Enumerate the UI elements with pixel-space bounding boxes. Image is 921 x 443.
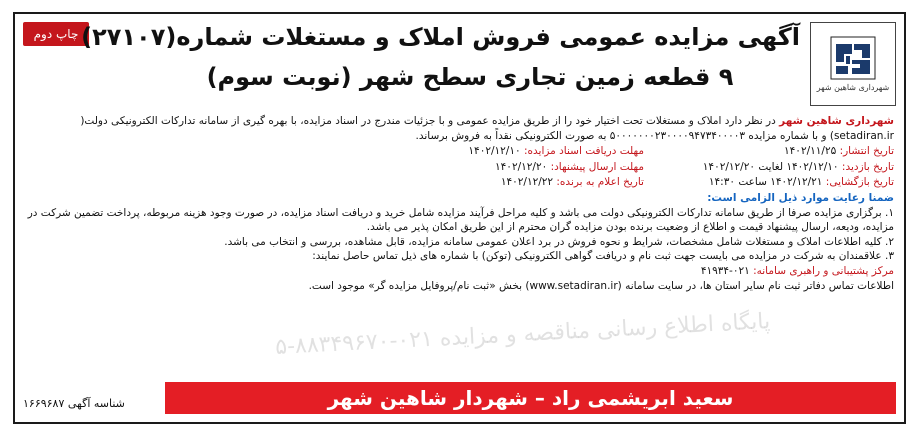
dates-row-2 (25, 160, 894, 175)
condition-item: ۲. کلیه اطلاعات املاک و مستغلات شامل مشخصات، شرایط و نحوه فروش در برد اعلان عمومی سامانه مزایده، قابل مشاهده، بررسی و انتخاب می باشد. (224, 235, 894, 248)
ad-subtitle: ۹ قطعه زمین تجاری سطح شهر (نوبت سوم) (206, 63, 734, 91)
publish-date-value: ۱۴۰۲/۱۱/۲۵ (784, 145, 837, 158)
receive-docs-value: ۱۴۰۲/۱۲/۱۰ (468, 145, 521, 158)
dates-row-1 (25, 144, 894, 159)
contact-info: اطلاعات تماس دفاتر ثبت نام سایر استان ها، در سایت سامانه (www.setadiran.ir) بخش «ثبت نام/پروفایل مزایده گر» موجود است. (308, 279, 894, 292)
ad-id-value: ۱۶۶۹۶۸۷ (23, 397, 65, 410)
auction-ad (13, 12, 906, 424)
footer-banner (165, 382, 896, 414)
winner-announce-label: تاریخ اعلام به برنده: (556, 176, 644, 189)
watermark: پایگاه اطلاع رسانی مناقصه و مزایده ۰۲۱-۸۸۳۴۹۶۷۰-۵ (274, 309, 771, 360)
receive-docs-label: مهلت دریافت اسناد مزایده: (523, 145, 644, 158)
winner-announce-value: ۱۴۰۲/۱۲/۲۲ (500, 176, 554, 189)
support-phone: ۰۲۱-۴۱۹۳۴ (700, 264, 750, 277)
visit-date-label: تاریخ بازدید: (841, 160, 894, 173)
opening-date-value: ۱۴۰۲/۱۲/۲۱ ساعت ۱۴:۳۰ (708, 176, 823, 189)
conditions-title: ضمنا رعایت موارد ذیل الزامی است: (707, 191, 894, 204)
ad-id (23, 397, 125, 410)
publish-date-label: تاریخ انتشار: (839, 145, 894, 158)
support-label: مرکز پشتیبانی و راهبری سامانه: (753, 264, 894, 277)
municipality-name: شهرداری شاهین شهر (779, 115, 894, 127)
intro-paragraph (25, 114, 894, 143)
municipality-emblem-icon (830, 36, 876, 80)
submit-deadline-label: مهلت ارسال پیشنهاد: (550, 160, 644, 173)
signer-name: سعید ابریشمی راد – شهردار شاهین شهر (327, 386, 734, 410)
intro-text: در نظر دارد املاک و مستغلات تحت اختیار خود را از طریق مزایده عمومی و با جزئیات مندرج در اسناد مزایده، با بهره گیری از سامانه تدارکات الکترونیکی دولت( setadiran.ir) و با شماره مزایده ۵۰۰۰۰۰۰۰۲۳۰۰۰۰۹۴۷۳۴۰۰۰۰۳ به صورت الکترونیکی نقداً به فروش برساند. (80, 115, 894, 142)
opening-date-label: تاریخ بازگشایی: (825, 176, 894, 189)
visit-date-value: ۱۴۰۲/۱۲/۱۰ لغایت ۱۴۰۲/۱۲/۲۰ (702, 160, 839, 173)
ad-id-label: شناسه آگهی (67, 397, 125, 410)
edition-badge: چاپ دوم (23, 22, 89, 46)
municipality-logo (810, 22, 896, 106)
support-line (25, 264, 894, 279)
condition-item: ۳. علاقمندان به شرکت در مزایده می بایست جهت ثبت نام و دریافت گواهی الکترونیکی (توکن) با شماره های ذیل تماس حاصل نمایند: (312, 250, 894, 263)
ad-body (25, 114, 894, 293)
dates-row-3 (25, 175, 894, 190)
condition-item: ۱. برگزاری مزایده صرفا از طریق سامانه تدارکات الکترونیکی دولت می باشد و کلیه مراحل فرآیند مزایده شامل خرید و دریافت اسناد مزایده، در صورت وجود هزینه مربوطه، پرداخت تضمین شرکت در مزایده، ودیعه، ارسال پیشنهاد قیمت و اطلاع از وضعیت برنده بودن مزایده گران محترم از این طریق امکان پذیر می باشد. (27, 206, 894, 234)
submit-deadline-value: ۱۴۰۲/۱۲/۲۰ (495, 160, 548, 173)
ad-title: آگهی مزایده عمومی فروش املاک و مستغلات شماره(۲۷۱۰۷) (81, 23, 800, 51)
logo-caption: شهرداری شاهین شهر (816, 83, 890, 92)
